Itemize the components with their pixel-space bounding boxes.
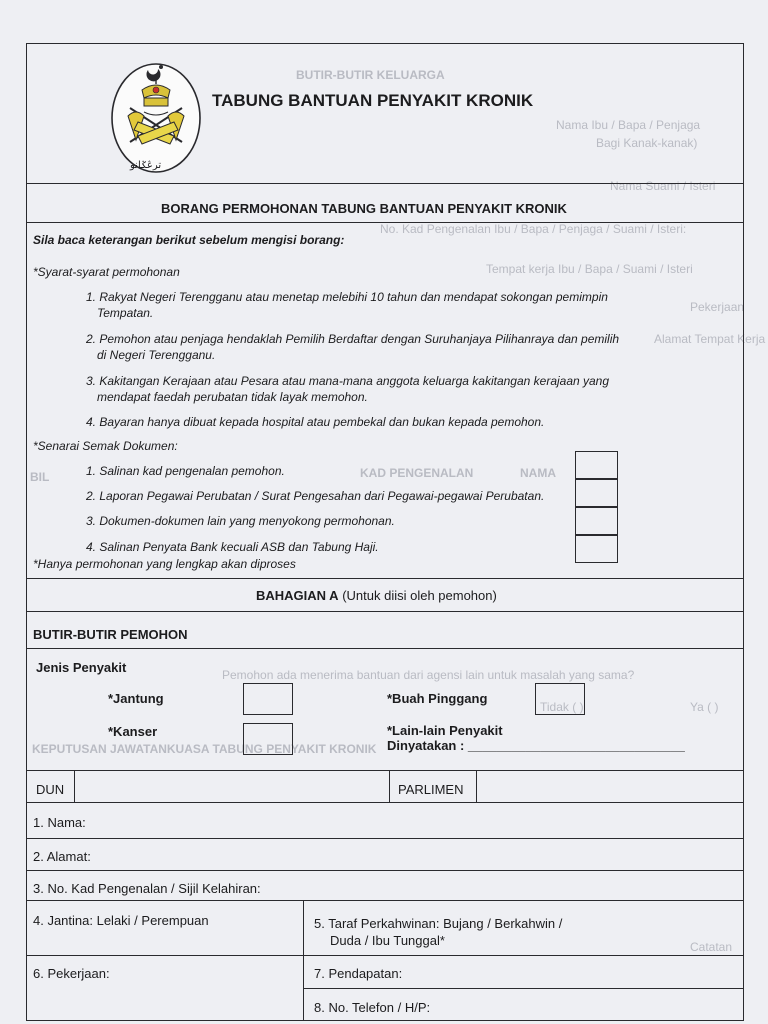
page-title: TABUNG BANTUAN PENYAKIT KRONIK: [212, 91, 534, 110]
lain-lain-specify-field[interactable]: Dinyatakan : ______________________________: [387, 738, 685, 753]
divider: [26, 648, 744, 649]
bleed-text: BUTIR-BUTIR KELUARGA: [296, 68, 445, 82]
kanser-checkbox[interactable]: [243, 723, 293, 755]
bleed-text: Alamat Tempat Kerja: [654, 332, 766, 346]
terengganu-crest-logo: [108, 56, 204, 174]
divider: [303, 988, 744, 989]
divider: [303, 900, 304, 1021]
checklist-checkbox[interactable]: [575, 535, 618, 563]
divider: [26, 955, 744, 956]
applicant-heading: BUTIR-BUTIR PEMOHON: [33, 627, 188, 642]
checklist-note: *Hanya permohonan yang lengkap akan diproses: [33, 557, 296, 571]
disease-label: Jenis Penyakit: [36, 660, 127, 675]
divider: [26, 183, 744, 184]
checklist-item: 2. Laporan Pegawai Perubatan / Surat Pengesahan dari Pegawai-pegawai Perubatan.: [86, 489, 545, 503]
taraf-perkahwinan-options: Duda / Ibu Tunggal*: [330, 933, 445, 948]
divider: [26, 838, 744, 839]
requirement-item: 1. Rakyat Negeri Terengganu atau menetap melebihi 10 tahun dan mendapat sokongan pemimpin: [86, 290, 608, 304]
bleed-text: Pekerjaan: [690, 300, 745, 314]
divider: [26, 222, 744, 223]
pekerjaan-field[interactable]: 6. Pekerjaan:: [33, 966, 110, 981]
jantung-checkbox[interactable]: [243, 683, 293, 715]
bleed-text: KAD PENGENALAN: [360, 466, 474, 480]
bleed-text: BIL: [30, 470, 50, 484]
checklist-item: 4. Salinan Penyata Bank kecuali ASB dan Tabung Haji.: [86, 540, 379, 554]
bleed-text: NAMA: [520, 466, 556, 480]
bleed-text: Catatan: [690, 940, 733, 954]
bleed-text: Tempat kerja Ibu / Bapa / Suami / Isteri: [486, 262, 693, 276]
bleed-text: Bagi Kanak-kanak): [596, 136, 698, 150]
divider: [26, 870, 744, 871]
requirement-item: mendapat faedah perubatan tidak layak memohon.: [97, 390, 368, 404]
divider: [26, 578, 744, 579]
crest-caption: ترڠݢانو: [130, 160, 162, 171]
requirement-item: Tempatan.: [97, 306, 154, 320]
alamat-field[interactable]: 2. Alamat:: [33, 849, 91, 864]
option-buah-pinggang-label: *Buah Pinggang: [387, 691, 488, 706]
nama-field[interactable]: 1. Nama:: [33, 815, 86, 830]
bleed-text: No. Kad Pengenalan Ibu / Bapa / Penjaga / Suami / Isteri:: [380, 222, 687, 236]
jantina-field[interactable]: 4. Jantina: Lelaki / Perempuan: [33, 913, 209, 928]
checklist-checkbox[interactable]: [575, 479, 618, 507]
bleed-text: Nama Suami / Isteri: [610, 179, 716, 193]
option-kanser-label: *Kanser: [108, 724, 158, 739]
requirement-item: di Negeri Terengganu.: [97, 348, 216, 362]
checklist-item: 1. Salinan kad pengenalan pemohon.: [86, 464, 285, 478]
telefon-field[interactable]: 8. No. Telefon / H/P:: [314, 1000, 431, 1015]
ic-field[interactable]: 3. No. Kad Pengenalan / Sijil Kelahiran:: [33, 881, 261, 896]
bleed-text: Tidak ( ): [540, 700, 584, 714]
bleed-text: Ya ( ): [690, 700, 719, 714]
divider: [26, 770, 744, 771]
divider: [26, 611, 744, 612]
checklist-checkbox[interactable]: [575, 507, 618, 535]
buah-pinggang-checkbox[interactable]: [535, 683, 585, 715]
bleed-text: KEPUTUSAN JAWATANKUASA TABUNG PENYAKIT KRONIK: [32, 742, 377, 756]
divider: [74, 770, 75, 802]
parlimen-label: PARLIMEN: [398, 782, 464, 797]
form-title: BORANG PERMOHONAN TABUNG BANTUAN PENYAKIT KRONIK: [161, 201, 567, 216]
requirement-item: 4. Bayaran hanya dibuat kepada hospital atau pembekal dan bukan kepada pemohon.: [86, 415, 545, 429]
option-lain-lain-label: *Lain-lain Penyakit: [387, 723, 503, 738]
section-a-heading: [256, 588, 497, 603]
requirements-heading: *Syarat-syarat permohonan: [33, 265, 180, 279]
divider: [476, 770, 477, 802]
pendapatan-field[interactable]: 7. Pendapatan:: [314, 966, 403, 981]
bleed-text: Pemohon ada menerima bantuan dari agensi lain untuk masalah yang sama?: [222, 668, 635, 682]
checklist-checkbox[interactable]: [575, 451, 618, 479]
requirement-item: 3. Kakitangan Kerajaan atau Pesara atau mana-mana anggota keluarga kakitangan kerajaan yang: [86, 374, 610, 388]
instruction-text: Sila baca keterangan berikut sebelum mengisi borang:: [33, 233, 345, 247]
section-a-bold: BAHAGIAN A: [256, 588, 339, 603]
divider: [26, 900, 744, 901]
divider: [26, 802, 744, 803]
dun-label: DUN: [36, 782, 65, 797]
taraf-perkahwinan-field[interactable]: 5. Taraf Perkahwinan: Bujang / Berkahwin /: [314, 916, 563, 931]
divider: [389, 770, 390, 802]
checklist-heading: *Senarai Semak Dokumen:: [33, 439, 178, 453]
checklist-item: 3. Dokumen-dokumen lain yang menyokong permohonan.: [86, 514, 395, 528]
requirement-item: 2. Pemohon atau penjaga hendaklah Pemilih Berdaftar dengan Suruhanjaya Pilihanraya dan pemilih: [86, 332, 620, 346]
section-a-note: (Untuk diisi oleh pemohon): [338, 588, 497, 603]
option-jantung-label: *Jantung: [108, 691, 164, 706]
bleed-text: Nama Ibu / Bapa / Penjaga: [556, 118, 701, 132]
form-border: [26, 43, 744, 1021]
